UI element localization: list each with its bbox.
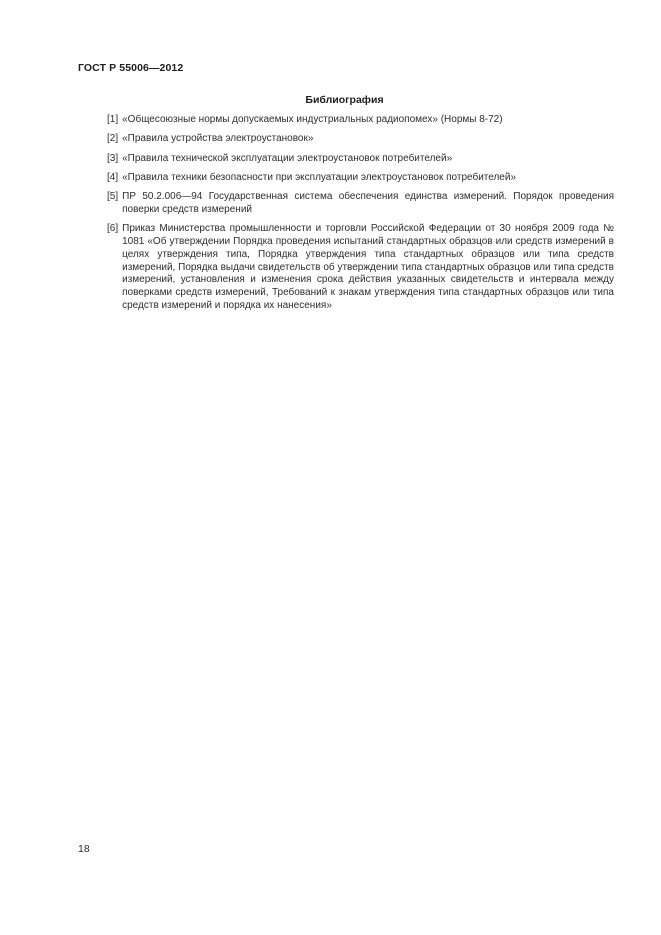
reference-number: [1]: [107, 114, 119, 125]
bibliography-title: Библиография: [305, 94, 384, 106]
bibliography-entry-4: [107, 172, 614, 185]
reference-text: «Правила устройства электроустановок»: [122, 133, 314, 145]
reference-number: [4]: [107, 171, 119, 183]
bibliography-list: [107, 114, 614, 319]
reference-text: «Правила техники безопасности при эксплуатации электроустановок потребителей»: [122, 171, 517, 183]
reference-text: ПР 50.2.006—94 Государственная система обеспечения единства измерений. Порядок проведения поверки средств измерений: [122, 191, 614, 215]
bibliography-entry-3: [107, 153, 614, 166]
bibliography-entry-1: [107, 114, 614, 127]
reference-text: «Общесоюзные нормы допускаемых индустриальных радиопомех» (Нормы 8-72): [122, 114, 503, 125]
reference-number: [5]: [107, 191, 119, 203]
document-code-header: ГОСТ Р 55006—2012: [78, 62, 184, 74]
page-number: 18: [78, 843, 90, 855]
bibliography-entry-2: [107, 133, 614, 146]
reference-text: «Правила технической эксплуатации электроустановок потребителей»: [122, 152, 453, 164]
bibliography-entry-5: [107, 191, 614, 217]
reference-number: [3]: [107, 152, 119, 164]
reference-text: Приказ Министерства промышленности и торговли Российской Федерации от 30 ноября 2009 года № 1081 «Об утверждении Порядка проведения испытаний стандартных образцов или средств измерений в целях утверждения типа, Порядка утверждения типа стандартных образцов или типа средств измерений, Порядка выдачи свидетельств об утверждении типа стандартных образцов или типа средств измерений, установления и изменения срока действия указанных свидетельств и интервала между поверками средств измерений, Требований к знакам утверждения типа стандартных образцов или типа средств измерений и порядка их нанесения»: [122, 223, 614, 312]
reference-number: [2]: [107, 133, 119, 145]
bibliography-entry-6: [107, 223, 614, 313]
reference-number: [6]: [107, 223, 119, 235]
